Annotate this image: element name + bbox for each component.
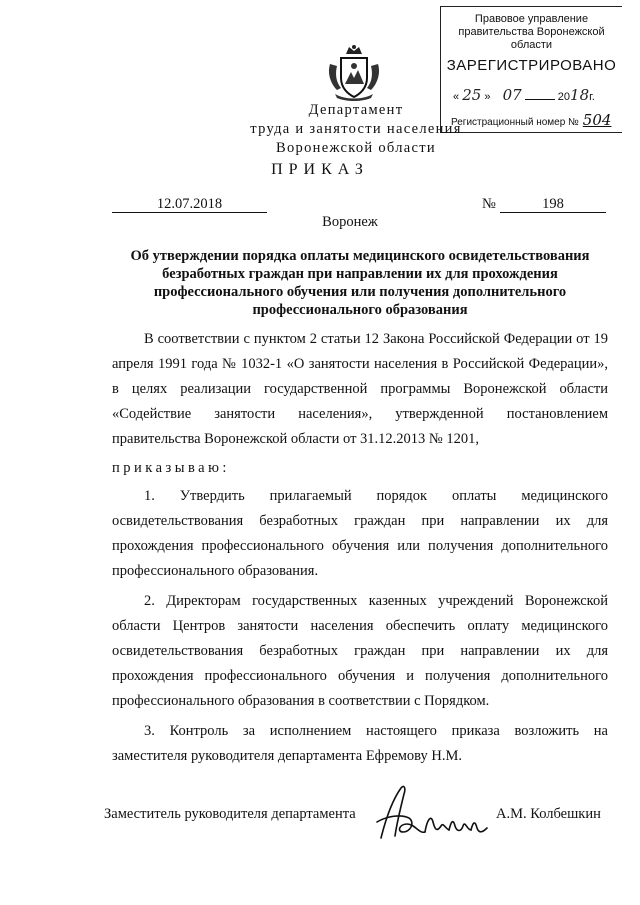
stamp-month: 07	[502, 86, 522, 104]
orders-word: приказываю:	[112, 460, 230, 476]
order-item-3: 3. Контроль за исполнением настоящего приказа возложить на заместителя руководителя департамента Ефремову Н.М.	[112, 723, 608, 764]
order-item-2: 2. Директорам государственных казенных учреждений Воронежской области Центров занятости населения обеспечить оплату медицинского освидетельствования безработных граждан при направлении их для прохождения профессионального обучения и получения дополнительного профессионального образования в соответствии с Порядком.	[112, 593, 608, 709]
order-number-sign: №	[482, 196, 496, 212]
stamp-date: « 25 » 07 2018г.	[453, 86, 595, 104]
department-line1: Департамент	[308, 102, 404, 118]
stamp-year-suffix: г.	[589, 91, 595, 103]
handwritten-signature	[371, 782, 489, 849]
stamp-header: Правовое управление правительства Воронежской области	[458, 13, 605, 51]
stamp-status: ЗАРЕГИСТРИРОВАНО	[446, 57, 617, 74]
order-title: Об утверждении порядка оплаты медицинского освидетельствования безработных граждан при направлении их для прохождения профессионального обучения или получения дополнительного профессионального образования	[130, 248, 590, 318]
stamp-day: 25	[462, 86, 482, 104]
order-date: 12.07.2018	[112, 196, 267, 213]
department-line2: труда и занятости населения	[250, 121, 462, 137]
order-city: Воронеж	[322, 214, 378, 230]
stamp-reg-label: Регистрационный номер №	[451, 117, 579, 128]
department-line3: Воронежской области	[276, 140, 436, 156]
order-number: 198	[500, 196, 606, 213]
signature-position: Заместитель руководителя департамента	[104, 806, 356, 822]
stamp-year-printed: 20	[557, 91, 571, 103]
voronezh-coat-of-arms-icon	[327, 44, 381, 107]
stamp-year-written: 18	[570, 86, 590, 104]
signature-name: А.М. Колбешкин	[496, 806, 601, 822]
order-item-1: 1. Утвердить прилагаемый порядок оплаты медицинского освидетельствования безработных граждан при направлении их для прохождения профессионального обучения или получения дополнительного профессионального образования.	[112, 488, 608, 579]
preamble-paragraph: В соответствии с пунктом 2 статьи 12 Закона Российской Федерации от 19 апреля 1991 года № 1032-1 «О занятости населения в Российской Федерации», в целях реализации государственной программы Воронежской области «Содействие занятости населения», утвержденной постановлением правительства Воронежской области от 31.12.2013 № 1201,	[112, 331, 608, 447]
stamp-reg-number: 504	[582, 111, 612, 129]
order-label: ПРИКАЗ	[271, 161, 369, 178]
